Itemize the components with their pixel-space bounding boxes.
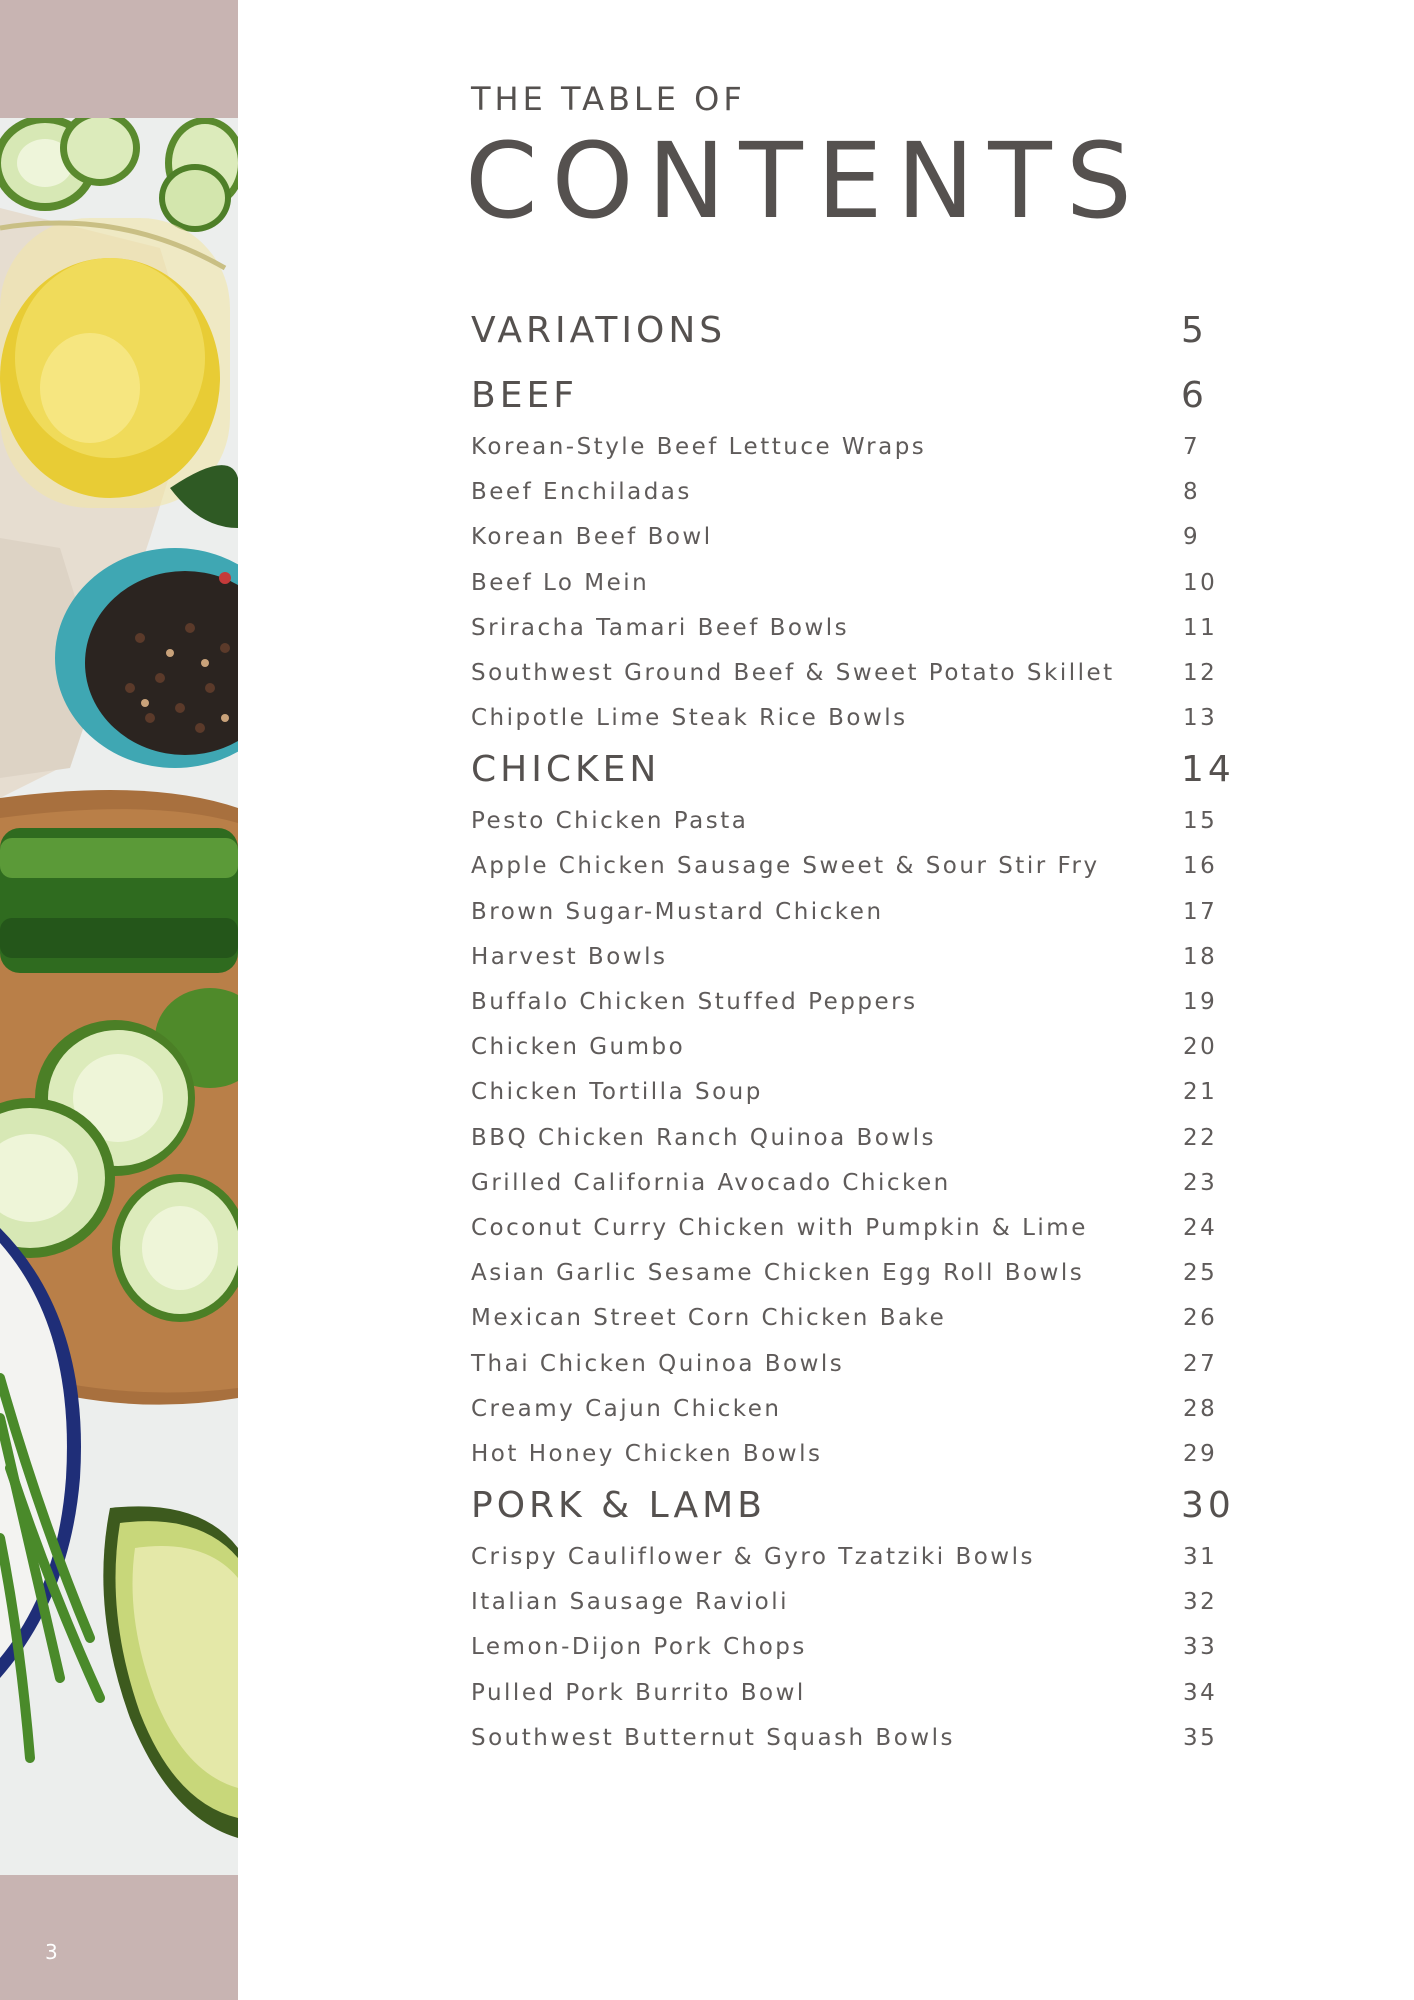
toc-entry[interactable] — [471, 899, 1261, 939]
toc-entry[interactable] — [471, 853, 1261, 893]
toc-entry-title: Southwest Butternut Squash Bowls — [471, 1724, 955, 1751]
toc-entry-page: 26 — [1183, 1305, 1218, 1332]
toc-entry-page: 22 — [1183, 1124, 1218, 1151]
toc-entry[interactable] — [471, 944, 1261, 984]
toc-entry-page: 11 — [1183, 614, 1218, 641]
toc-entry-page: 21 — [1183, 1079, 1218, 1106]
toc-entry-title: Pulled Pork Burrito Bowl — [471, 1679, 806, 1706]
toc-entry[interactable] — [471, 1260, 1261, 1300]
toc-entry-title: Italian Sausage Ravioli — [471, 1589, 789, 1616]
toc-entry-title: Apple Chicken Sausage Sweet & Sour Stir Fry — [471, 853, 1100, 880]
toc-section-page: 6 — [1181, 375, 1208, 416]
sidebar-top-band — [0, 0, 238, 118]
toc-entry-page: 25 — [1183, 1260, 1218, 1287]
toc-entry-page: 24 — [1183, 1215, 1218, 1241]
toc-section[interactable] — [471, 375, 1261, 415]
toc-entry[interactable] — [471, 1351, 1261, 1391]
toc-entry-title: Hot Honey Chicken Bowls — [471, 1441, 823, 1467]
toc-entry-page: 18 — [1183, 943, 1218, 970]
toc-entry-page: 16 — [1183, 853, 1218, 880]
page-number: 3 — [45, 1940, 58, 1964]
toc-section-title: BEEF — [471, 375, 578, 416]
toc-section[interactable] — [471, 310, 1261, 350]
toc-entry-page: 34 — [1183, 1679, 1218, 1706]
toc-entry-title: Korean Beef Bowl — [471, 524, 713, 551]
toc-entry[interactable] — [471, 989, 1261, 1029]
toc-entry[interactable] — [471, 524, 1261, 564]
toc-entry-title: Buffalo Chicken Stuffed Peppers — [471, 989, 918, 1015]
toc-entry[interactable] — [471, 434, 1261, 474]
toc-entry[interactable] — [471, 1125, 1261, 1165]
toc-entry-page: 17 — [1183, 898, 1218, 925]
toc-entry-page: 20 — [1183, 1034, 1218, 1061]
toc-entry[interactable] — [471, 1396, 1261, 1436]
toc-entry-page: 8 — [1183, 479, 1201, 506]
toc-section-title: PORK & LAMB — [471, 1485, 766, 1526]
toc-entry-page: 23 — [1183, 1169, 1218, 1196]
toc-entry-title: Asian Garlic Sesame Chicken Egg Roll Bowls — [471, 1260, 1085, 1287]
toc-entry-title: Grilled California Avocado Chicken — [471, 1169, 951, 1196]
toc-entry-title: Southwest Ground Beef & Sweet Potato Skillet — [471, 660, 1115, 686]
toc-entry-title: Crispy Cauliflower & Gyro Tzatziki Bowls — [471, 1544, 1035, 1570]
toc-entry-page: 35 — [1183, 1724, 1218, 1751]
toc-entry[interactable] — [471, 808, 1261, 848]
toc-entry-title: Mexican Street Corn Chicken Bake — [471, 1305, 947, 1332]
toc-section-page: 30 — [1181, 1485, 1235, 1526]
toc-section-title: VARIATIONS — [471, 310, 727, 351]
toc-entry[interactable] — [471, 1544, 1261, 1584]
toc-entry[interactable] — [471, 1589, 1261, 1629]
toc-entry[interactable] — [471, 1634, 1261, 1674]
toc-entry[interactable] — [471, 1215, 1261, 1255]
vegetables-photo — [0, 118, 238, 1875]
toc-section-title: CHICKEN — [471, 749, 661, 791]
table-of-contents — [465, 0, 1371, 2000]
toc-section-page: 14 — [1181, 749, 1235, 791]
toc-entry-title: Coconut Curry Chicken with Pumpkin & Lime — [471, 1215, 1088, 1241]
toc-entry[interactable] — [471, 1170, 1261, 1210]
toc-entry-page: 10 — [1183, 569, 1218, 596]
toc-entry[interactable] — [471, 615, 1261, 655]
toc-entry-title: Sriracha Tamari Beef Bowls — [471, 614, 850, 641]
toc-entry[interactable] — [471, 1441, 1261, 1481]
toc-entry[interactable] — [471, 479, 1261, 519]
toc-entry-title: Creamy Cajun Chicken — [471, 1395, 782, 1422]
toc-entry-page: 15 — [1183, 808, 1218, 835]
toc-entry-title: Chipotle Lime Steak Rice Bowls — [471, 705, 908, 732]
toc-entry-page: 28 — [1183, 1395, 1218, 1422]
toc-section-page: 5 — [1181, 310, 1208, 351]
toc-entry-title: Chicken Gumbo — [471, 1034, 686, 1061]
toc-entry-page: 33 — [1183, 1634, 1218, 1661]
toc-entry[interactable] — [471, 660, 1261, 700]
toc-entry-title: Beef Lo Mein — [471, 569, 650, 596]
toc-kicker: THE TABLE OF — [471, 80, 746, 118]
toc-entry[interactable] — [471, 1034, 1261, 1074]
toc-entry-title: Pesto Chicken Pasta — [471, 808, 749, 835]
toc-title: CONTENTS — [465, 120, 1146, 242]
toc-section[interactable] — [471, 1485, 1261, 1525]
toc-entry[interactable] — [471, 1680, 1261, 1720]
toc-entry-page: 13 — [1183, 705, 1218, 732]
toc-entry[interactable] — [471, 1079, 1261, 1119]
toc-entry[interactable] — [471, 1725, 1261, 1765]
toc-entry-title: Chicken Tortilla Soup — [471, 1079, 763, 1106]
toc-entry-title: BBQ Chicken Ranch Quinoa Bowls — [471, 1124, 937, 1151]
toc-entry-title: Lemon-Dijon Pork Chops — [471, 1634, 807, 1661]
toc-entry-page: 29 — [1183, 1441, 1218, 1467]
toc-entry[interactable] — [471, 570, 1261, 610]
sidebar-bottom-band — [0, 1875, 238, 2000]
toc-entry-page: 27 — [1183, 1350, 1218, 1377]
toc-entry-page: 12 — [1183, 660, 1218, 686]
toc-section[interactable] — [471, 749, 1261, 789]
toc-entry-title: Brown Sugar-Mustard Chicken — [471, 898, 884, 925]
toc-entry-page: 7 — [1183, 434, 1201, 460]
toc-entry-title: Korean-Style Beef Lettuce Wraps — [471, 434, 927, 460]
toc-entry-page: 31 — [1183, 1544, 1218, 1570]
toc-entry-title: Harvest Bowls — [471, 943, 668, 970]
toc-entry-page: 9 — [1183, 524, 1201, 551]
toc-entry-page: 19 — [1183, 989, 1218, 1015]
toc-entry[interactable] — [471, 705, 1261, 745]
toc-entry-title: Thai Chicken Quinoa Bowls — [471, 1350, 845, 1377]
toc-entry[interactable] — [471, 1305, 1261, 1345]
toc-entry-title: Beef Enchiladas — [471, 479, 692, 506]
toc-entry-page: 32 — [1183, 1589, 1218, 1616]
